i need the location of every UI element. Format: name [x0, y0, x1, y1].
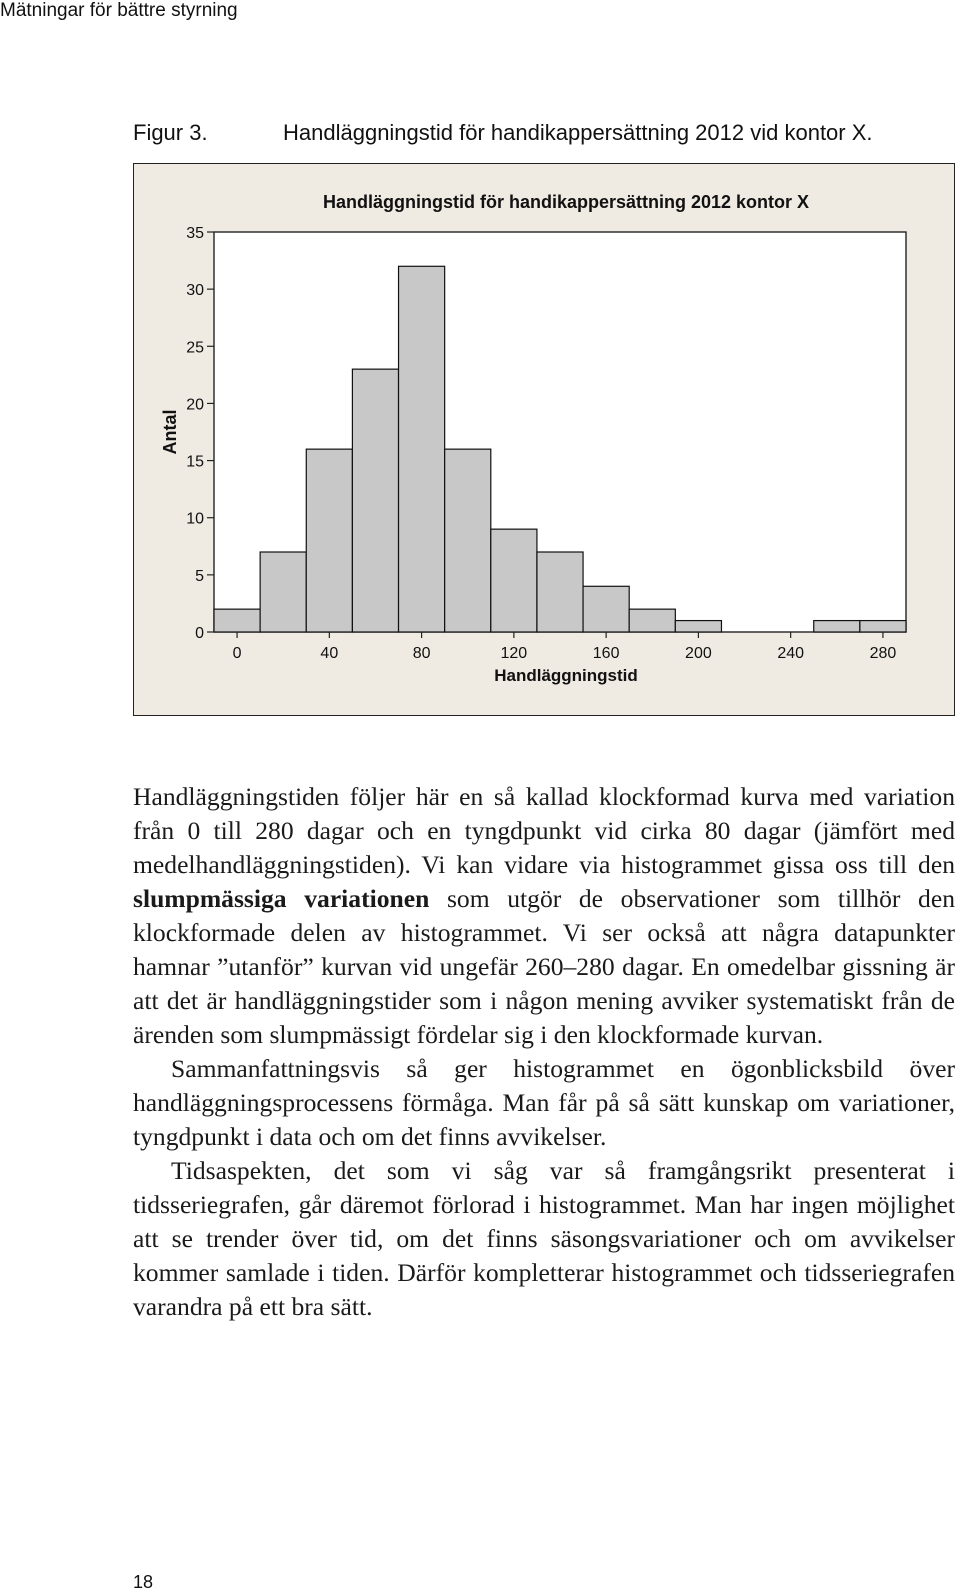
x-tick-label: 0	[232, 645, 242, 662]
x-tick-label: 240	[777, 645, 805, 662]
histogram-chart	[133, 163, 955, 716]
y-tick-label: 35	[186, 225, 204, 242]
figure-caption-text: Handläggningstid för handikappersättning 2012 vid kontor X.	[283, 120, 873, 145]
y-tick-label: 30	[186, 282, 204, 300]
histogram-bar	[214, 609, 260, 632]
histogram-bar	[629, 609, 675, 632]
histogram-bar	[814, 621, 860, 632]
figure-label: Figur 3.	[133, 120, 208, 145]
histogram-bar	[306, 449, 352, 632]
y-tick-label: 15	[186, 453, 204, 471]
x-tick-label: 280	[869, 645, 897, 662]
y-tick-label: 0	[195, 625, 204, 642]
histogram-bar	[352, 369, 398, 632]
x-tick-label: 80	[412, 645, 431, 662]
body-text	[133, 780, 955, 1324]
x-tick-label: 200	[685, 645, 712, 662]
x-tick-label: 160	[592, 645, 620, 662]
x-tick-label: 120	[500, 645, 528, 662]
histogram-bar	[399, 266, 445, 632]
x-axis-label: Handläggningstid	[494, 666, 638, 685]
histogram-bar	[675, 621, 721, 632]
histogram-bar	[260, 552, 306, 632]
paragraph-1	[133, 780, 955, 1052]
histogram-bar	[445, 449, 491, 632]
y-tick-label: 5	[195, 567, 204, 585]
y-axis-label: Antal	[160, 409, 180, 455]
y-tick-label: 10	[186, 510, 204, 528]
y-tick-label: 25	[186, 339, 204, 357]
paragraph-1-text-b: som utgör de observationer som tillhör den klockformade delen av histogrammet. Vi ser också att några datapunkter hamnar ”utanför” kurvan vid ungefär 260–280 dagar. En omedelbar gissning är att det är handläggningstider som i någon mening avviker systematiskt från de ärenden som slumpmässigt fördelar sig i den klockformade kurvan.	[133, 884, 955, 1049]
plot-area	[186, 225, 906, 662]
histogram-bar	[860, 621, 906, 632]
paragraph-2: Sammanfattningsvis så ger histogrammet en ögonblicksbild över handläggningsprocessens förmåga. Man får på så sätt kunskap om variationer, tyngdpunkt i data och om det finns avvikelser.	[133, 1054, 955, 1151]
histogram-bar	[491, 529, 537, 632]
chart-title: Handläggningstid för handikappersättning 2012 kontor X	[322, 192, 810, 212]
figure-caption	[133, 120, 873, 146]
running-header: Mätningar för bättre styrning	[0, 0, 238, 21]
histogram-svg	[134, 164, 954, 715]
histogram-bar	[537, 552, 583, 632]
y-tick-label: 20	[186, 396, 204, 414]
x-tick-label: 40	[320, 645, 339, 662]
paragraph-3: Tidsaspekten, det som vi såg var så framgångsrikt presenterat i tidsseriegrafen, går däremot förlorad i histogrammet. Man har ingen möjlighet att se trender över tid, om det finns säsongsvariationer och om avvikelser kommer samlade i tiden. Därför kompletterar histogrammet och tidsseriegrafen varandra på ett bra sätt.	[133, 1156, 955, 1321]
page-number: 18	[133, 1572, 154, 1592]
paragraph-1-bold-term: slumpmässiga variationen	[133, 884, 430, 913]
histogram-bar	[583, 586, 629, 632]
paragraph-1-text-a: Handläggningstiden följer här en så kallad klockformad kurva med variation från 0 till 280 dagar och en tyngdpunkt vid cirka 80 dagar (jämfört med medelhandläggningstiden). Vi kan vidare via histogrammet gissa oss till den	[133, 782, 955, 879]
